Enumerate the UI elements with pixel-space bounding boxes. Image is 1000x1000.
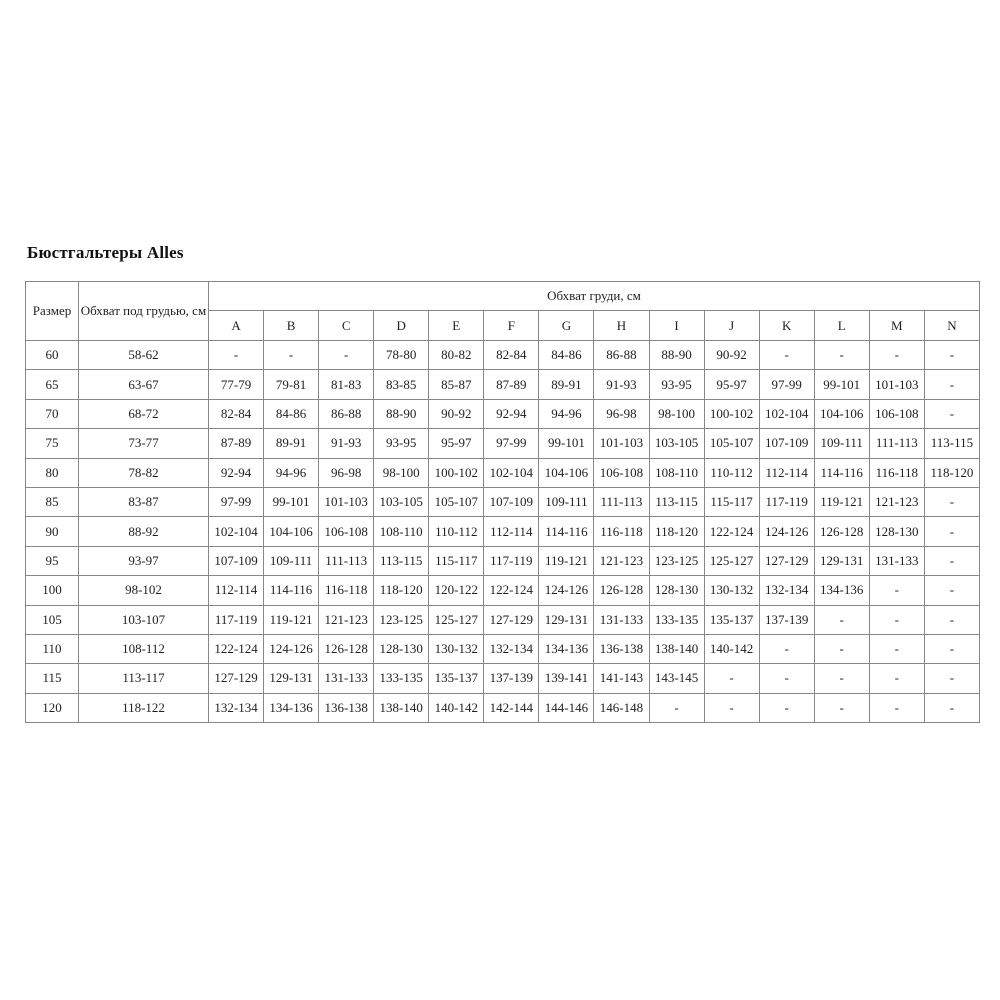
cup-column-header-c: C bbox=[319, 311, 374, 341]
cup-cell-k: 112-114 bbox=[759, 458, 814, 487]
cup-cell-e: 85-87 bbox=[429, 370, 484, 399]
cup-cell-k: - bbox=[759, 634, 814, 663]
cup-cell-m: - bbox=[869, 576, 924, 605]
cup-cell-j: - bbox=[704, 664, 759, 693]
cup-cell-m: 101-103 bbox=[869, 370, 924, 399]
cup-cell-c: 96-98 bbox=[319, 458, 374, 487]
cup-column-header-m: M bbox=[869, 311, 924, 341]
cup-cell-a: 82-84 bbox=[209, 399, 264, 428]
cup-cell-f: 112-114 bbox=[484, 517, 539, 546]
cup-cell-f: 132-134 bbox=[484, 634, 539, 663]
cup-cell-g: 84-86 bbox=[539, 341, 594, 370]
cup-cell-l: 109-111 bbox=[814, 429, 869, 458]
bust-group-header: Обхват груди, см bbox=[209, 282, 980, 311]
size-cell: 115 bbox=[26, 664, 79, 693]
cup-column-header-k: K bbox=[759, 311, 814, 341]
cup-cell-g: 109-111 bbox=[539, 487, 594, 516]
cup-cell-n: - bbox=[924, 546, 979, 575]
cup-cell-e: 140-142 bbox=[429, 693, 484, 722]
cup-cell-l: 104-106 bbox=[814, 399, 869, 428]
cup-column-header-d: D bbox=[374, 311, 429, 341]
cup-cell-l: - bbox=[814, 693, 869, 722]
cup-cell-b: 129-131 bbox=[264, 664, 319, 693]
cup-cell-j: - bbox=[704, 693, 759, 722]
table-row bbox=[26, 605, 980, 634]
size-cell: 65 bbox=[26, 370, 79, 399]
cup-cell-l: 126-128 bbox=[814, 517, 869, 546]
table-row bbox=[26, 576, 980, 605]
cup-column-header-j: J bbox=[704, 311, 759, 341]
cup-cell-m: - bbox=[869, 664, 924, 693]
cup-cell-m: 111-113 bbox=[869, 429, 924, 458]
size-cell: 100 bbox=[26, 576, 79, 605]
cup-column-header-i: I bbox=[649, 311, 704, 341]
cup-column-header-g: G bbox=[539, 311, 594, 341]
cup-cell-c: 81-83 bbox=[319, 370, 374, 399]
cup-cell-i: 103-105 bbox=[649, 429, 704, 458]
cup-cell-b: 119-121 bbox=[264, 605, 319, 634]
cup-cell-b: 99-101 bbox=[264, 487, 319, 516]
cup-cell-f: 87-89 bbox=[484, 370, 539, 399]
cup-cell-m: 128-130 bbox=[869, 517, 924, 546]
cup-cell-a: 87-89 bbox=[209, 429, 264, 458]
cup-cell-k: 102-104 bbox=[759, 399, 814, 428]
cup-cell-b: 134-136 bbox=[264, 693, 319, 722]
cup-column-header-l: L bbox=[814, 311, 869, 341]
size-cell: 80 bbox=[26, 458, 79, 487]
cup-cell-c: 136-138 bbox=[319, 693, 374, 722]
underbust-cell: 83-87 bbox=[79, 487, 209, 516]
cup-column-header-b: B bbox=[264, 311, 319, 341]
cup-cell-c: 86-88 bbox=[319, 399, 374, 428]
underbust-cell: 68-72 bbox=[79, 399, 209, 428]
cup-cell-h: 146-148 bbox=[594, 693, 649, 722]
cup-cell-j: 90-92 bbox=[704, 341, 759, 370]
cup-cell-h: 131-133 bbox=[594, 605, 649, 634]
cup-cell-k: 137-139 bbox=[759, 605, 814, 634]
cup-cell-d: 138-140 bbox=[374, 693, 429, 722]
cup-cell-b: - bbox=[264, 341, 319, 370]
cup-cell-l: 134-136 bbox=[814, 576, 869, 605]
size-cell: 110 bbox=[26, 634, 79, 663]
cup-cell-k: - bbox=[759, 664, 814, 693]
underbust-cell: 98-102 bbox=[79, 576, 209, 605]
size-cell: 85 bbox=[26, 487, 79, 516]
cup-cell-b: 114-116 bbox=[264, 576, 319, 605]
cup-cell-j: 100-102 bbox=[704, 399, 759, 428]
size-cell: 120 bbox=[26, 693, 79, 722]
cup-cell-a: - bbox=[209, 341, 264, 370]
cup-cell-d: 118-120 bbox=[374, 576, 429, 605]
cup-cell-b: 124-126 bbox=[264, 634, 319, 663]
cup-cell-h: 136-138 bbox=[594, 634, 649, 663]
cup-cell-d: 98-100 bbox=[374, 458, 429, 487]
cup-cell-i: 88-90 bbox=[649, 341, 704, 370]
cup-cell-d: 83-85 bbox=[374, 370, 429, 399]
size-chart-table bbox=[25, 281, 980, 723]
cup-cell-n: - bbox=[924, 399, 979, 428]
cup-cell-g: 114-116 bbox=[539, 517, 594, 546]
cup-cell-c: 131-133 bbox=[319, 664, 374, 693]
cup-cell-i: 113-115 bbox=[649, 487, 704, 516]
cup-cell-n: - bbox=[924, 341, 979, 370]
table-row bbox=[26, 634, 980, 663]
cup-cell-c: 116-118 bbox=[319, 576, 374, 605]
table-row bbox=[26, 546, 980, 575]
table-row bbox=[26, 517, 980, 546]
cup-cell-l: - bbox=[814, 605, 869, 634]
cup-cell-n: - bbox=[924, 576, 979, 605]
cup-cell-k: 124-126 bbox=[759, 517, 814, 546]
cup-cell-g: 139-141 bbox=[539, 664, 594, 693]
cup-cell-l: - bbox=[814, 664, 869, 693]
cup-cell-e: 125-127 bbox=[429, 605, 484, 634]
cup-column-header-e: E bbox=[429, 311, 484, 341]
cup-cell-h: 116-118 bbox=[594, 517, 649, 546]
cup-cell-a: 122-124 bbox=[209, 634, 264, 663]
underbust-column-header: Обхват под грудью, см bbox=[79, 282, 209, 341]
cup-column-header-h: H bbox=[594, 311, 649, 341]
cup-cell-l: - bbox=[814, 341, 869, 370]
cup-cell-l: 99-101 bbox=[814, 370, 869, 399]
table-row bbox=[26, 458, 980, 487]
cup-cell-i: 138-140 bbox=[649, 634, 704, 663]
size-cell: 70 bbox=[26, 399, 79, 428]
table-row bbox=[26, 664, 980, 693]
underbust-cell: 118-122 bbox=[79, 693, 209, 722]
cup-cell-e: 135-137 bbox=[429, 664, 484, 693]
cup-cell-a: 117-119 bbox=[209, 605, 264, 634]
underbust-cell: 108-112 bbox=[79, 634, 209, 663]
cup-cell-d: 123-125 bbox=[374, 605, 429, 634]
cup-cell-n: - bbox=[924, 693, 979, 722]
cup-cell-f: 107-109 bbox=[484, 487, 539, 516]
cup-cell-j: 115-117 bbox=[704, 487, 759, 516]
size-cell: 105 bbox=[26, 605, 79, 634]
cup-cell-j: 95-97 bbox=[704, 370, 759, 399]
cup-cell-g: 124-126 bbox=[539, 576, 594, 605]
cup-cell-e: 100-102 bbox=[429, 458, 484, 487]
cup-cell-f: 127-129 bbox=[484, 605, 539, 634]
header-row-top bbox=[26, 282, 980, 311]
cup-cell-n: 118-120 bbox=[924, 458, 979, 487]
cup-cell-k: 132-134 bbox=[759, 576, 814, 605]
cup-cell-i: 98-100 bbox=[649, 399, 704, 428]
cup-cell-c: 91-93 bbox=[319, 429, 374, 458]
cup-column-header-n: N bbox=[924, 311, 979, 341]
cup-cell-a: 77-79 bbox=[209, 370, 264, 399]
cup-cell-h: 111-113 bbox=[594, 487, 649, 516]
cup-cell-l: 114-116 bbox=[814, 458, 869, 487]
cup-cell-a: 132-134 bbox=[209, 693, 264, 722]
underbust-cell: 103-107 bbox=[79, 605, 209, 634]
cup-cell-c: 106-108 bbox=[319, 517, 374, 546]
cup-cell-d: 133-135 bbox=[374, 664, 429, 693]
cup-column-header-a: A bbox=[209, 311, 264, 341]
size-column-header: Размер bbox=[26, 282, 79, 341]
cup-cell-e: 110-112 bbox=[429, 517, 484, 546]
cup-cell-c: 111-113 bbox=[319, 546, 374, 575]
underbust-cell: 93-97 bbox=[79, 546, 209, 575]
table-row bbox=[26, 341, 980, 370]
cup-cell-j: 122-124 bbox=[704, 517, 759, 546]
cup-cell-b: 109-111 bbox=[264, 546, 319, 575]
cup-cell-f: 102-104 bbox=[484, 458, 539, 487]
cup-cell-l: - bbox=[814, 634, 869, 663]
cup-cell-b: 79-81 bbox=[264, 370, 319, 399]
cup-cell-j: 140-142 bbox=[704, 634, 759, 663]
cup-cell-i: - bbox=[649, 693, 704, 722]
cup-cell-c: - bbox=[319, 341, 374, 370]
cup-cell-g: 89-91 bbox=[539, 370, 594, 399]
cup-cell-f: 117-119 bbox=[484, 546, 539, 575]
cup-cell-g: 99-101 bbox=[539, 429, 594, 458]
cup-cell-n: - bbox=[924, 634, 979, 663]
cup-cell-i: 123-125 bbox=[649, 546, 704, 575]
cup-cell-d: 88-90 bbox=[374, 399, 429, 428]
cup-cell-g: 119-121 bbox=[539, 546, 594, 575]
size-cell: 60 bbox=[26, 341, 79, 370]
cup-cell-g: 129-131 bbox=[539, 605, 594, 634]
cup-cell-m: - bbox=[869, 341, 924, 370]
cup-column-header-f: F bbox=[484, 311, 539, 341]
size-cell: 75 bbox=[26, 429, 79, 458]
cup-cell-e: 105-107 bbox=[429, 487, 484, 516]
cup-cell-c: 126-128 bbox=[319, 634, 374, 663]
cup-cell-h: 86-88 bbox=[594, 341, 649, 370]
cup-cell-h: 101-103 bbox=[594, 429, 649, 458]
cup-cell-f: 92-94 bbox=[484, 399, 539, 428]
cup-cell-k: 107-109 bbox=[759, 429, 814, 458]
cup-cell-i: 143-145 bbox=[649, 664, 704, 693]
cup-cell-c: 121-123 bbox=[319, 605, 374, 634]
underbust-cell: 78-82 bbox=[79, 458, 209, 487]
table-row bbox=[26, 399, 980, 428]
cup-cell-i: 93-95 bbox=[649, 370, 704, 399]
table-row bbox=[26, 487, 980, 516]
cup-cell-a: 92-94 bbox=[209, 458, 264, 487]
cup-cell-a: 112-114 bbox=[209, 576, 264, 605]
cup-cell-d: 103-105 bbox=[374, 487, 429, 516]
table-row bbox=[26, 693, 980, 722]
cup-cell-f: 137-139 bbox=[484, 664, 539, 693]
cup-cell-m: - bbox=[869, 634, 924, 663]
cup-cell-m: - bbox=[869, 605, 924, 634]
cup-cell-n: - bbox=[924, 664, 979, 693]
cup-cell-i: 108-110 bbox=[649, 458, 704, 487]
cup-cell-j: 110-112 bbox=[704, 458, 759, 487]
cup-cell-h: 91-93 bbox=[594, 370, 649, 399]
cup-cell-h: 96-98 bbox=[594, 399, 649, 428]
cup-cell-n: - bbox=[924, 370, 979, 399]
cup-cell-m: 131-133 bbox=[869, 546, 924, 575]
cup-cell-e: 130-132 bbox=[429, 634, 484, 663]
cup-cell-n: - bbox=[924, 517, 979, 546]
cup-cell-j: 130-132 bbox=[704, 576, 759, 605]
cup-cell-h: 121-123 bbox=[594, 546, 649, 575]
cup-cell-a: 107-109 bbox=[209, 546, 264, 575]
cup-cell-b: 89-91 bbox=[264, 429, 319, 458]
cup-cell-f: 97-99 bbox=[484, 429, 539, 458]
cup-cell-k: 127-129 bbox=[759, 546, 814, 575]
cup-cell-b: 84-86 bbox=[264, 399, 319, 428]
cup-cell-h: 141-143 bbox=[594, 664, 649, 693]
underbust-cell: 88-92 bbox=[79, 517, 209, 546]
cup-cell-k: 97-99 bbox=[759, 370, 814, 399]
cup-cell-h: 106-108 bbox=[594, 458, 649, 487]
cup-cell-m: 121-123 bbox=[869, 487, 924, 516]
cup-cell-n: - bbox=[924, 605, 979, 634]
table-row bbox=[26, 370, 980, 399]
cup-cell-b: 94-96 bbox=[264, 458, 319, 487]
cup-cell-a: 127-129 bbox=[209, 664, 264, 693]
underbust-cell: 113-117 bbox=[79, 664, 209, 693]
cup-cell-c: 101-103 bbox=[319, 487, 374, 516]
cup-cell-g: 94-96 bbox=[539, 399, 594, 428]
cup-cell-e: 120-122 bbox=[429, 576, 484, 605]
cup-cell-d: 108-110 bbox=[374, 517, 429, 546]
cup-cell-i: 133-135 bbox=[649, 605, 704, 634]
size-cell: 95 bbox=[26, 546, 79, 575]
underbust-cell: 63-67 bbox=[79, 370, 209, 399]
cup-cell-f: 82-84 bbox=[484, 341, 539, 370]
cup-cell-d: 113-115 bbox=[374, 546, 429, 575]
cup-cell-h: 126-128 bbox=[594, 576, 649, 605]
cup-cell-d: 93-95 bbox=[374, 429, 429, 458]
cup-cell-g: 134-136 bbox=[539, 634, 594, 663]
cup-cell-k: 117-119 bbox=[759, 487, 814, 516]
underbust-cell: 73-77 bbox=[79, 429, 209, 458]
cup-cell-j: 135-137 bbox=[704, 605, 759, 634]
cup-cell-l: 129-131 bbox=[814, 546, 869, 575]
cup-cell-d: 78-80 bbox=[374, 341, 429, 370]
cup-cell-i: 128-130 bbox=[649, 576, 704, 605]
cup-cell-d: 128-130 bbox=[374, 634, 429, 663]
cup-cell-n: 113-115 bbox=[924, 429, 979, 458]
cup-cell-j: 105-107 bbox=[704, 429, 759, 458]
cup-cell-f: 142-144 bbox=[484, 693, 539, 722]
cup-cell-a: 102-104 bbox=[209, 517, 264, 546]
cup-cell-m: 116-118 bbox=[869, 458, 924, 487]
cup-cell-k: - bbox=[759, 341, 814, 370]
cup-cell-n: - bbox=[924, 487, 979, 516]
cup-cell-f: 122-124 bbox=[484, 576, 539, 605]
cup-cell-e: 115-117 bbox=[429, 546, 484, 575]
cup-cell-g: 104-106 bbox=[539, 458, 594, 487]
cup-cell-j: 125-127 bbox=[704, 546, 759, 575]
cup-cell-g: 144-146 bbox=[539, 693, 594, 722]
cup-cell-a: 97-99 bbox=[209, 487, 264, 516]
cup-cell-e: 90-92 bbox=[429, 399, 484, 428]
underbust-cell: 58-62 bbox=[79, 341, 209, 370]
cup-cell-m: - bbox=[869, 693, 924, 722]
cup-cell-i: 118-120 bbox=[649, 517, 704, 546]
size-cell: 90 bbox=[26, 517, 79, 546]
cup-cell-e: 95-97 bbox=[429, 429, 484, 458]
cup-cell-k: - bbox=[759, 693, 814, 722]
cup-cell-e: 80-82 bbox=[429, 341, 484, 370]
cup-cell-m: 106-108 bbox=[869, 399, 924, 428]
table-row bbox=[26, 429, 980, 458]
cup-cell-l: 119-121 bbox=[814, 487, 869, 516]
cup-cell-b: 104-106 bbox=[264, 517, 319, 546]
page-title: Бюстгальтеры Alles bbox=[27, 243, 184, 262]
